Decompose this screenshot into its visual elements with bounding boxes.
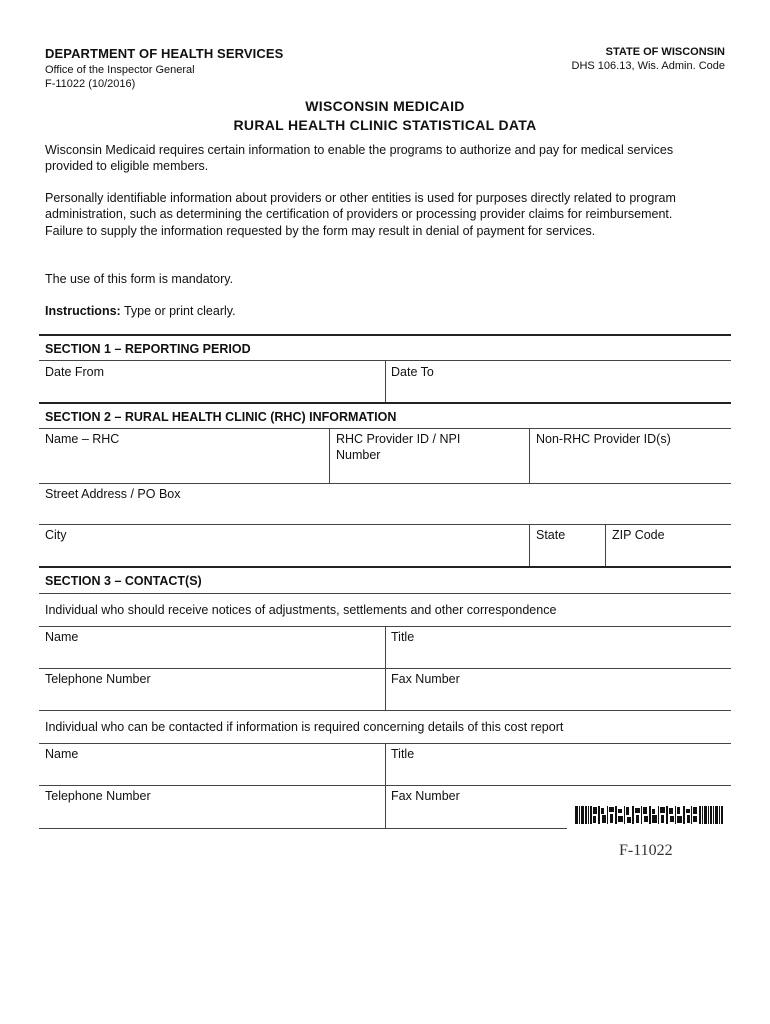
section1-heading: SECTION 1 – REPORTING PERIOD [45,342,251,356]
form-title-line2: RURAL HEALTH CLINIC STATISTICAL DATA [233,117,537,133]
section3-top-rule [39,566,731,568]
state-field[interactable]: State [536,528,566,542]
form-id: F-11022 (10/2016) [45,78,136,90]
bottom-rule [39,828,567,829]
section3-heading-rule [39,593,731,594]
divider [605,524,606,566]
city-field[interactable]: City [45,528,67,542]
non-rhc-provider-id-field[interactable]: Non-RHC Provider ID(s) [536,432,671,446]
instructions-label: Instructions: [45,304,121,318]
contact1-title-field[interactable]: Title [391,630,415,644]
mandatory-notice: The use of this form is mandatory. [45,272,234,286]
section2-top-rule [39,402,731,404]
state-name: STATE OF WISCONSIN [605,46,725,58]
rhc-provider-id-field[interactable]: RHC Provider ID / NPI Number [336,432,461,462]
header-left [45,46,283,91]
header-right [572,46,725,72]
intro-paragraph-2: Personally identifiable information about providers or other entities is used for purposes directly related to program administration, such as determining the certification of providers or processing provider claims for reimbursement. Failure to supply the information requested by the form may result in denial of payment for services. [45,191,676,238]
section2-heading: SECTION 2 – RURAL HEALTH CLINIC (RHC) INFORMATION [45,410,397,424]
office-name: Office of the Inspector General [45,64,195,76]
contact2-note: Individual who can be contacted if information is required concerning details of this cost report [45,720,564,734]
contact2-title-field[interactable]: Title [391,747,415,761]
admin-code: DHS 106.13, Wis. Admin. Code [571,60,725,72]
department-name: DEPARTMENT OF HEALTH SERVICES [45,46,284,61]
contact2-telephone-field[interactable]: Telephone Number [45,789,151,803]
divider [529,524,530,566]
footer-form-number: F-11022 [619,842,673,859]
row-rule [39,710,731,711]
date-from-field[interactable]: Date From [45,365,105,379]
section2-heading-rule [39,428,731,429]
divider [385,360,386,402]
contact1-telephone-field[interactable]: Telephone Number [45,672,151,686]
zip-code-field[interactable]: ZIP Code [612,528,665,542]
contact1-note: Individual who should receive notices of adjustments, settlements and other correspondence [45,603,557,617]
name-rhc-field[interactable]: Name – RHC [45,432,120,446]
section1-top-rule [39,334,731,336]
row-rule [39,524,731,525]
contact2-name-field[interactable]: Name [45,747,79,761]
instructions-text: Type or print clearly. [120,304,236,318]
row-rule [39,483,731,484]
street-address-field[interactable]: Street Address / PO Box [45,487,181,501]
form-title-line1: WISCONSIN MEDICAID [305,98,465,114]
intro-paragraph-1: Wisconsin Medicaid requires certain information to enable the programs to authorize and pay for medical services provided to eligible members. [45,143,674,174]
contact1-fax-field[interactable]: Fax Number [391,672,460,686]
contact1-name-field[interactable]: Name [45,630,79,644]
contact2-fax-field[interactable]: Fax Number [391,789,460,803]
divider [529,428,530,483]
row-rule [39,668,731,669]
section3-heading: SECTION 3 – CONTACT(S) [45,574,202,588]
row-rule [39,785,731,786]
instructions [45,303,705,319]
divider [329,428,330,483]
barcode-icon [575,804,725,826]
date-to-field[interactable]: Date To [391,365,434,379]
